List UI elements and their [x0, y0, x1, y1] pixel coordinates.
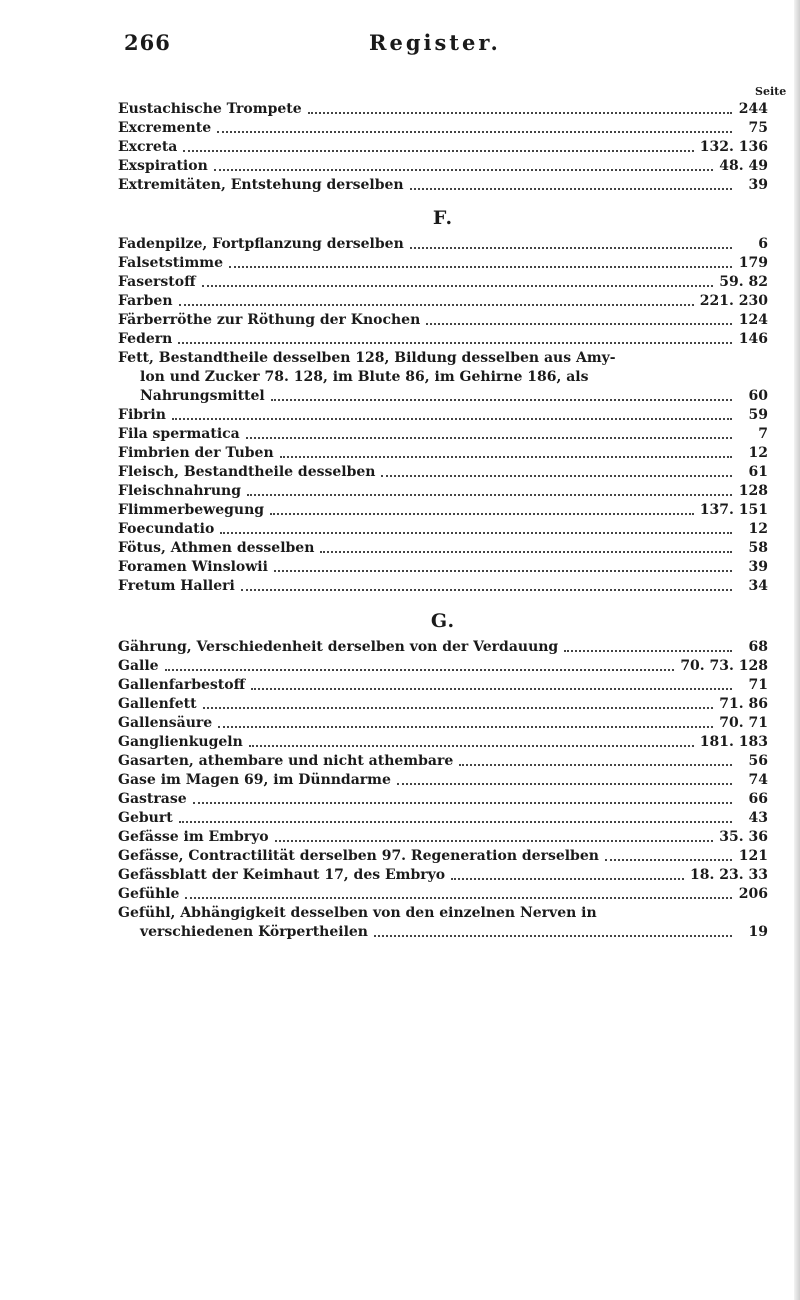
index-entry [118, 885, 768, 904]
entry-pages: 137. 151 [699, 502, 768, 518]
entry-pages: 146 [738, 331, 768, 347]
leader-dots [179, 304, 694, 306]
entry-pages: 19 [748, 924, 768, 940]
index-entry [118, 406, 768, 425]
index-entry [118, 676, 768, 695]
entry-pages: 48. 49 [719, 158, 768, 174]
entry-term: Farben [118, 293, 173, 309]
leader-dots [564, 650, 732, 652]
leader-dots [308, 112, 732, 114]
entry-term: Gallensäure [118, 715, 213, 731]
entry-term: Gase im Magen 69, im Dünndarme [118, 772, 391, 788]
leader-dots [218, 726, 713, 728]
entry-term: Ganglienkugeln [118, 734, 243, 750]
entry-pages: 181. 183 [699, 734, 768, 750]
entry-term-line: lon und Zucker 78. 128, im Blute 86, im Gehirne 186, als [140, 369, 589, 385]
section-heading-g: G. [430, 610, 456, 632]
index-entry [118, 292, 768, 311]
index-entry [118, 235, 768, 254]
running-header [124, 30, 501, 55]
index-entry [118, 138, 768, 157]
entry-pages: 7 [758, 426, 768, 442]
entry-term: Gastrase [118, 791, 187, 807]
entry-term: Nahrungsmittel [140, 388, 265, 404]
index-entry [118, 311, 768, 330]
entry-term: Färberröthe zur Röthung der Knochen [118, 312, 421, 328]
leader-dots [320, 551, 732, 553]
entry-term: Foecundatio [118, 521, 215, 537]
entry-pages: 59 [748, 407, 768, 423]
index-entry-multiline [118, 349, 768, 406]
section-f [118, 235, 768, 596]
entry-pages: 34 [748, 578, 768, 594]
index-entry [118, 176, 768, 195]
leader-dots [271, 399, 732, 401]
leader-dots [426, 323, 732, 325]
index-entry [118, 254, 768, 273]
leader-dots [203, 707, 714, 709]
entry-pages: 12 [748, 521, 768, 537]
leader-dots [185, 897, 732, 899]
entry-pages: 43 [748, 810, 768, 826]
leader-dots [451, 878, 684, 880]
index-entry [118, 330, 768, 349]
page-title: Register. [369, 30, 501, 55]
entry-pages: 244 [738, 101, 768, 117]
page-number: 266 [124, 30, 171, 55]
entry-term: Fötus, Athmen desselben [118, 540, 315, 556]
leader-dots [165, 669, 675, 671]
entry-term: Gefässblatt der Keimhaut 17, des Embryo [118, 867, 446, 883]
entry-term: Gefässe, Contractilität derselben 97. Regeneration derselben [118, 848, 599, 864]
index-entry [118, 425, 768, 444]
entry-pages: 61 [748, 464, 768, 480]
entry-pages: 221. 230 [699, 293, 768, 309]
entry-term: Fadenpilze, Fortpflanzung derselben [118, 236, 404, 252]
entry-pages: 59. 82 [719, 274, 768, 290]
leader-dots [410, 247, 732, 249]
entry-term: Exspiration [118, 158, 208, 174]
entry-pages: 35. 36 [719, 829, 768, 845]
entry-pages: 70. 73. 128 [680, 658, 768, 674]
leader-dots [249, 745, 694, 747]
entry-pages: 60 [748, 388, 768, 404]
index-entry [118, 387, 768, 406]
entry-term: Flimmerbewegung [118, 502, 265, 518]
entry-pages: 71. 86 [719, 696, 768, 712]
leader-dots [280, 456, 732, 458]
section-heading-f: F. [432, 207, 454, 229]
entry-pages: 66 [748, 791, 768, 807]
entry-term: Galle [118, 658, 159, 674]
entry-term: Gährung, Verschiedenheit derselben von der Verdauung [118, 639, 559, 655]
index-entry [118, 733, 768, 752]
index-entry [118, 558, 768, 577]
entry-pages: 71 [748, 677, 768, 693]
entry-pages: 18. 23. 33 [690, 867, 768, 883]
entry-pages: 39 [748, 177, 768, 193]
leader-dots [247, 494, 732, 496]
leader-dots [246, 437, 732, 439]
entry-term: Fleisch, Bestandtheile desselben [118, 464, 376, 480]
entry-term: Fleischnahrung [118, 483, 242, 499]
entry-term: Excreta [118, 139, 178, 155]
entry-pages: 58 [748, 540, 768, 556]
index-entry [118, 638, 768, 657]
entry-term: Fibrin [118, 407, 166, 423]
index-entry-multiline [118, 904, 768, 942]
entry-pages: 124 [738, 312, 768, 328]
index-entry [118, 273, 768, 292]
leader-dots [193, 802, 732, 804]
entry-pages: 132. 136 [699, 139, 768, 155]
leader-dots [270, 513, 694, 515]
entry-pages: 179 [738, 255, 768, 271]
entry-pages: 39 [748, 559, 768, 575]
leader-dots [172, 418, 732, 420]
leader-dots [275, 840, 714, 842]
entry-term: Fretum Halleri [118, 578, 235, 594]
leader-dots [214, 169, 714, 171]
entry-term: Gefühle [118, 886, 180, 902]
page-column-label: Seite [755, 85, 787, 98]
index-entries [118, 100, 768, 942]
leader-dots [202, 285, 714, 287]
leader-dots [251, 688, 732, 690]
index-entry [118, 771, 768, 790]
leader-dots [605, 859, 732, 861]
entry-term: Gallenfarbestoff [118, 677, 246, 693]
leader-dots [229, 266, 732, 268]
index-entry [118, 539, 768, 558]
entry-term: Foramen Winslowii [118, 559, 268, 575]
entry-term: Federn [118, 331, 173, 347]
entry-term-line: Fett, Bestandtheile desselben 128, Bildung desselben aus Amy- [118, 350, 616, 366]
entry-pages: 74 [748, 772, 768, 788]
entry-term-line: Gefühl, Abhängigkeit desselben von den einzelnen Nerven in [118, 905, 597, 921]
entry-pages: 6 [758, 236, 768, 252]
index-entry [118, 463, 768, 482]
entry-term: Fila spermatica [118, 426, 240, 442]
leader-dots [220, 532, 732, 534]
index-entry [118, 695, 768, 714]
index-entry [118, 100, 768, 119]
index-entry [118, 444, 768, 463]
index-entry [118, 828, 768, 847]
section-e [118, 100, 768, 195]
entry-term: Geburt [118, 810, 173, 826]
entry-term: verschiedenen Körpertheilen [140, 924, 368, 940]
leader-dots [183, 150, 693, 152]
leader-dots [178, 342, 732, 344]
leader-dots [274, 570, 732, 572]
leader-dots [410, 188, 732, 190]
index-entry [118, 847, 768, 866]
leader-dots [217, 131, 732, 133]
index-entry [118, 657, 768, 676]
entry-pages: 206 [738, 886, 768, 902]
index-entry [118, 520, 768, 539]
index-entry [118, 790, 768, 809]
entry-pages: 12 [748, 445, 768, 461]
leader-dots [179, 821, 732, 823]
entry-term: Gallenfett [118, 696, 197, 712]
page-edge [794, 0, 800, 1300]
entry-pages: 70. 71 [719, 715, 768, 731]
index-entry [118, 809, 768, 828]
leader-dots [374, 935, 732, 937]
index-entry [118, 157, 768, 176]
index-entry [118, 119, 768, 138]
entry-pages: 121 [738, 848, 768, 864]
entry-term: Excremente [118, 120, 212, 136]
entry-term: Fimbrien der Tuben [118, 445, 274, 461]
index-entry [118, 923, 768, 942]
entry-term: Faserstoff [118, 274, 196, 290]
index-entry [118, 752, 768, 771]
entry-term: Falsetstimme [118, 255, 224, 271]
index-entry [118, 482, 768, 501]
leader-dots [381, 475, 732, 477]
entry-term: Extremitäten, Entstehung derselben [118, 177, 404, 193]
leader-dots [459, 764, 732, 766]
index-entry [118, 577, 768, 596]
index-entry [118, 501, 768, 520]
leader-dots [241, 589, 732, 591]
entry-pages: 75 [748, 120, 768, 136]
entry-term: Eustachische Trompete [118, 101, 302, 117]
entry-pages: 128 [738, 483, 768, 499]
entry-pages: 68 [748, 639, 768, 655]
index-entry [118, 866, 768, 885]
index-entry [118, 714, 768, 733]
entry-term: Gefässe im Embryo [118, 829, 269, 845]
leader-dots [397, 783, 732, 785]
entry-term: Gasarten, athembare und nicht athembare [118, 753, 454, 769]
entry-pages: 56 [748, 753, 768, 769]
section-g [118, 638, 768, 942]
